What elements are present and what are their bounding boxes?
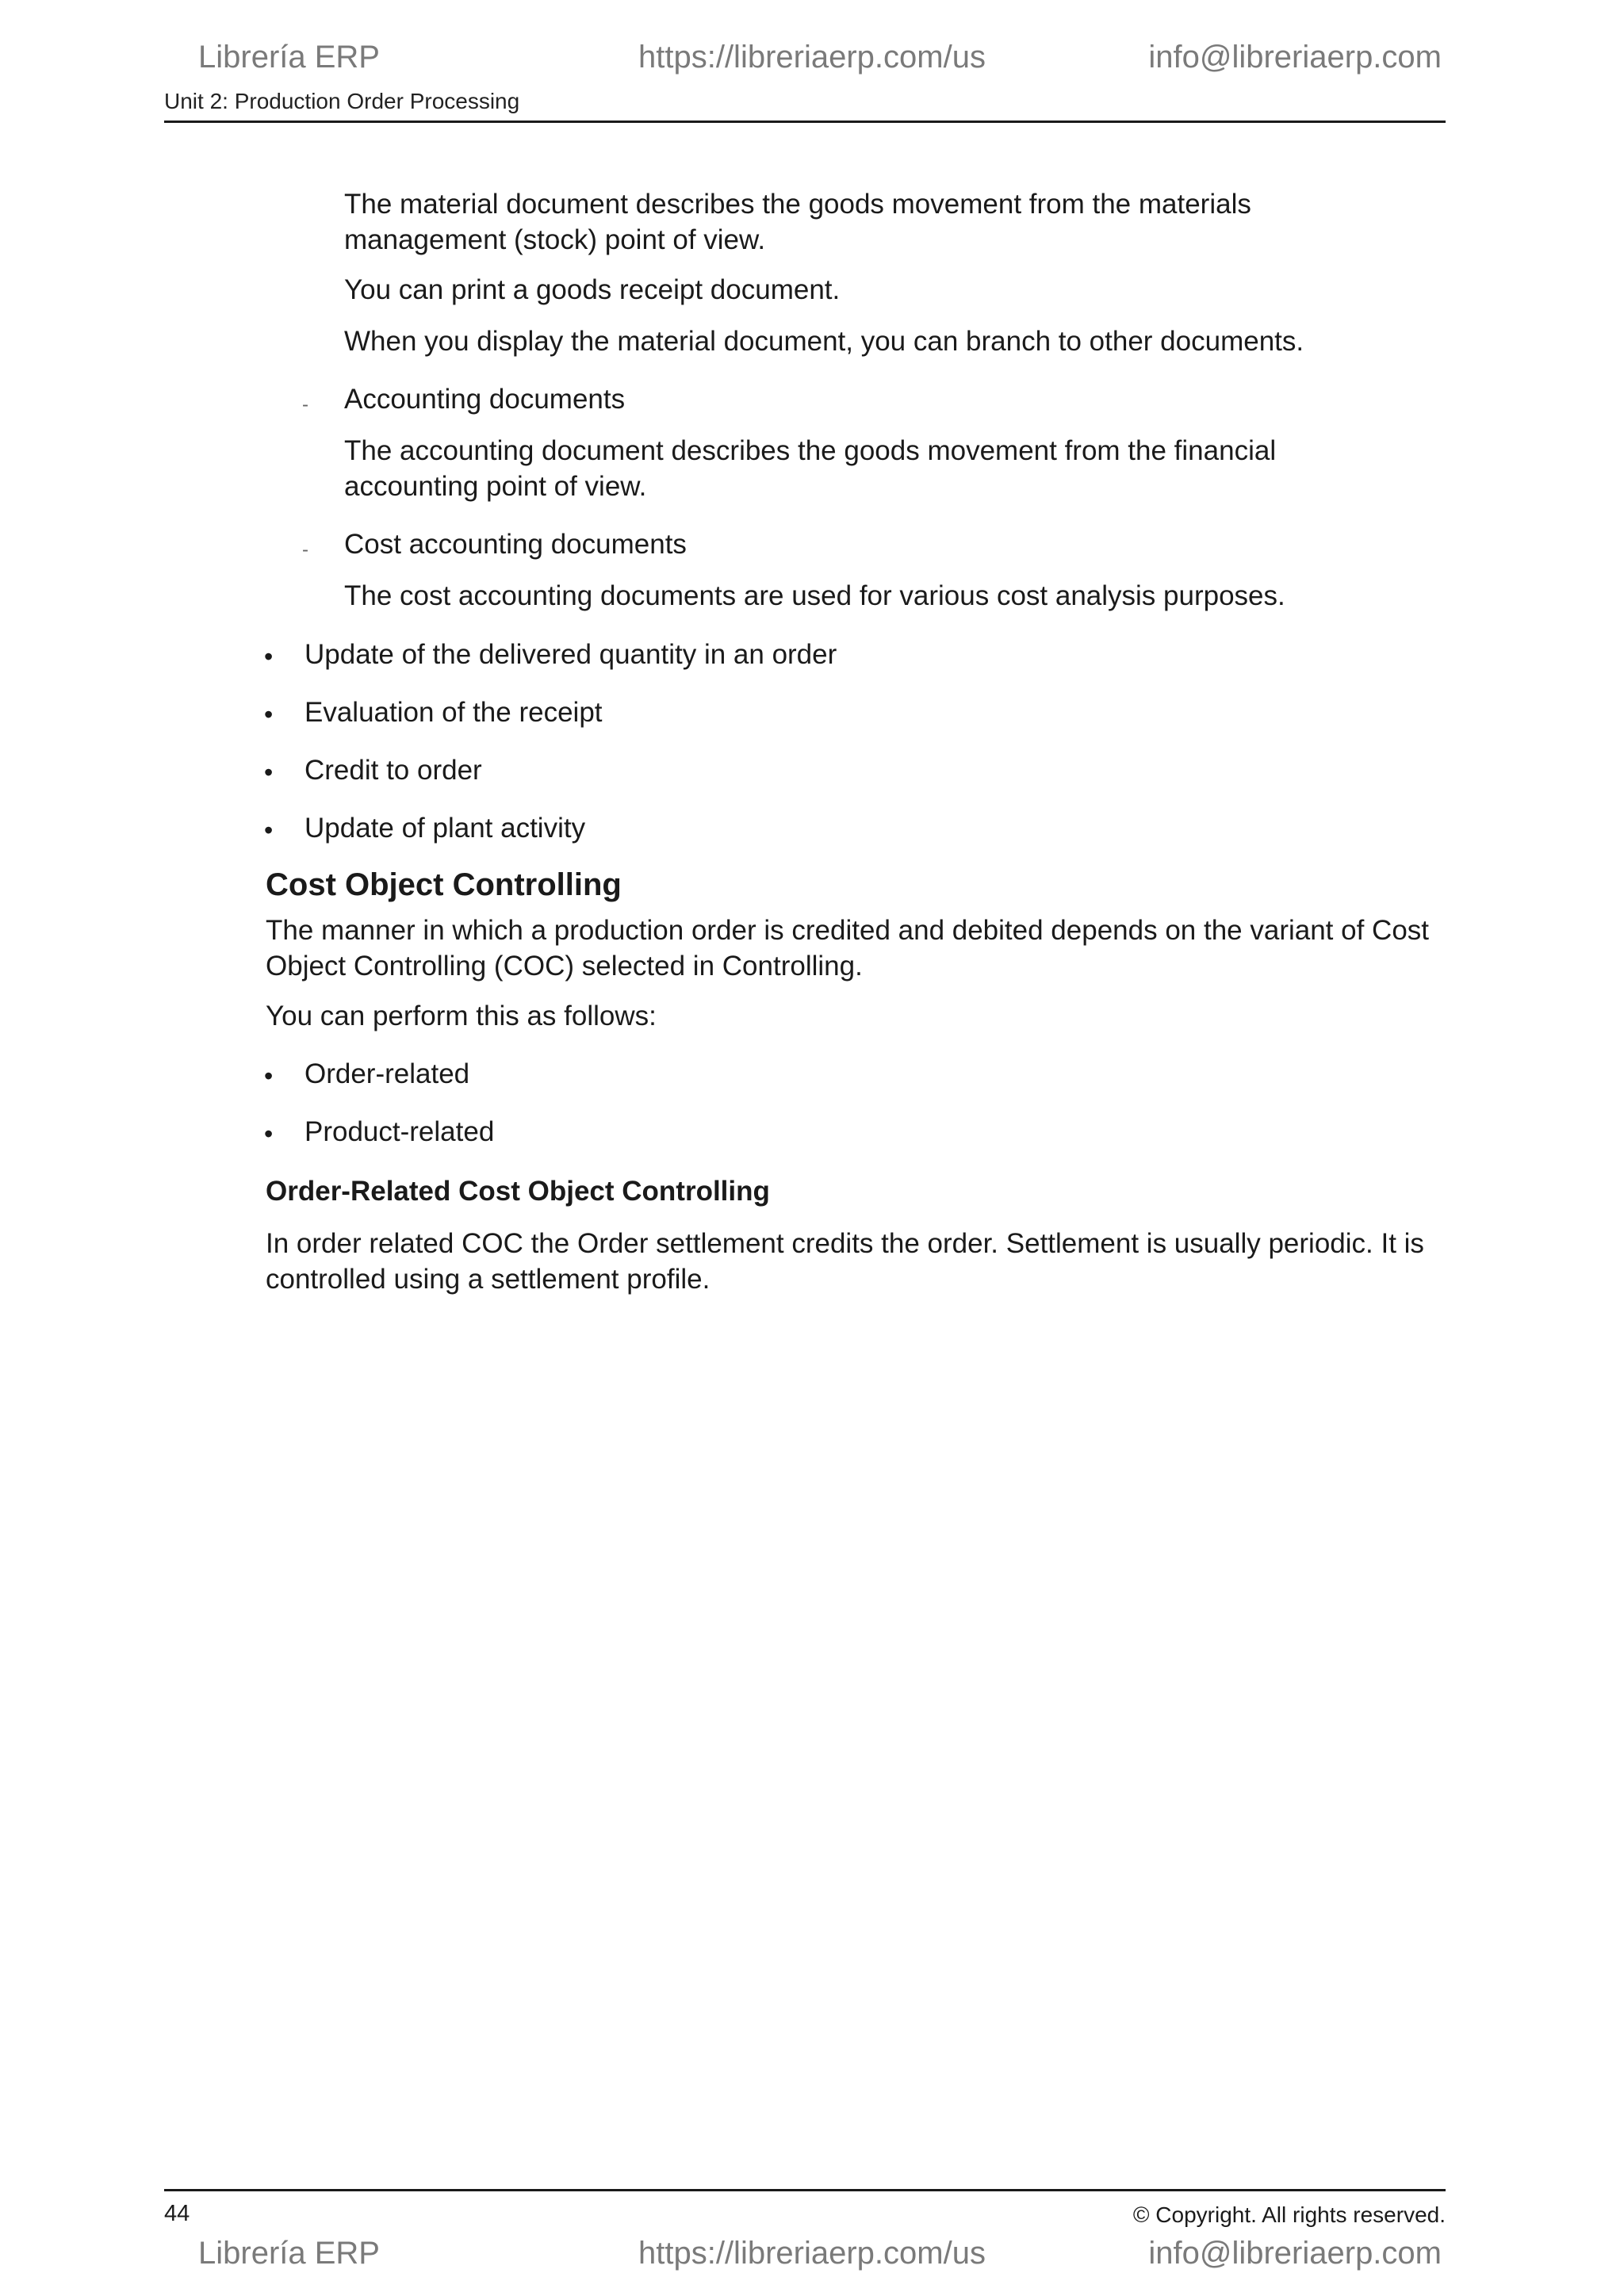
bullet-marker: •: [264, 758, 274, 786]
dash-marker: -: [302, 394, 308, 415]
sub-item-description: The accounting document describes the goods movement from the financial accounting point of view.: [344, 435, 1277, 502]
sub-item-label: Accounting documents: [344, 384, 626, 415]
perform-as-paragraph: You can perform this as follows:: [266, 1001, 657, 1031]
header-brand: Librería ERP: [198, 40, 380, 75]
list-item: Order-related: [304, 1058, 470, 1089]
header-divider: [164, 121, 1446, 123]
footer-url[interactable]: https://libreriaerp.com/us: [638, 2236, 986, 2271]
list-item: Update of the delivered quantity in an order: [304, 639, 837, 670]
footer-email[interactable]: info@libreriaerp.com: [1148, 2236, 1442, 2271]
section-intro-paragraph: The manner in which a production order is credited and debited depends on the variant of Cost Object Controlling (COC) selected in Controlling.: [266, 915, 1430, 982]
list-item: Credit to order: [304, 755, 482, 786]
print-receipt-paragraph: You can print a goods receipt document.: [344, 274, 841, 305]
unit-title: Unit 2: Production Order Processing: [164, 89, 520, 113]
list-item: Product-related: [304, 1116, 495, 1147]
list-item: Update of plant activity: [304, 813, 586, 844]
header-watermark: [0, 40, 1624, 87]
footer-watermark: [0, 2236, 1624, 2283]
sub-item-label: Cost accounting documents: [344, 529, 687, 560]
dash-marker: -: [302, 539, 308, 561]
section-heading: Cost Object Controlling: [266, 867, 622, 902]
subsection-heading: Order-Related Cost Object Controlling: [266, 1176, 770, 1207]
subsection-paragraph: In order related COC the Order settlement credits the order. Settlement is usually periodic. It is controlled using a settlement profile.: [266, 1228, 1424, 1295]
bullet-marker: •: [264, 642, 274, 671]
page-number: 44: [164, 2201, 190, 2226]
header-url[interactable]: https://libreriaerp.com/us: [638, 40, 986, 75]
material-doc-paragraph: The material document describes the goods movement from the materials management (stock) point of view.: [344, 189, 1251, 255]
branch-docs-paragraph: When you display the material document, you can branch to other documents.: [344, 326, 1304, 357]
bullet-marker: •: [264, 816, 274, 844]
bullet-marker: •: [264, 700, 274, 729]
list-item: Evaluation of the receipt: [304, 697, 603, 728]
bullet-marker: •: [264, 1119, 274, 1148]
copyright-notice: © Copyright. All rights reserved.: [1132, 2202, 1446, 2227]
bullet-marker: •: [264, 1062, 274, 1090]
header-email[interactable]: info@libreriaerp.com: [1148, 40, 1442, 75]
footer-brand: Librería ERP: [198, 2236, 380, 2271]
sub-item-description: The cost accounting documents are used for various cost analysis purposes.: [344, 580, 1285, 611]
footer-divider: [164, 2189, 1446, 2191]
